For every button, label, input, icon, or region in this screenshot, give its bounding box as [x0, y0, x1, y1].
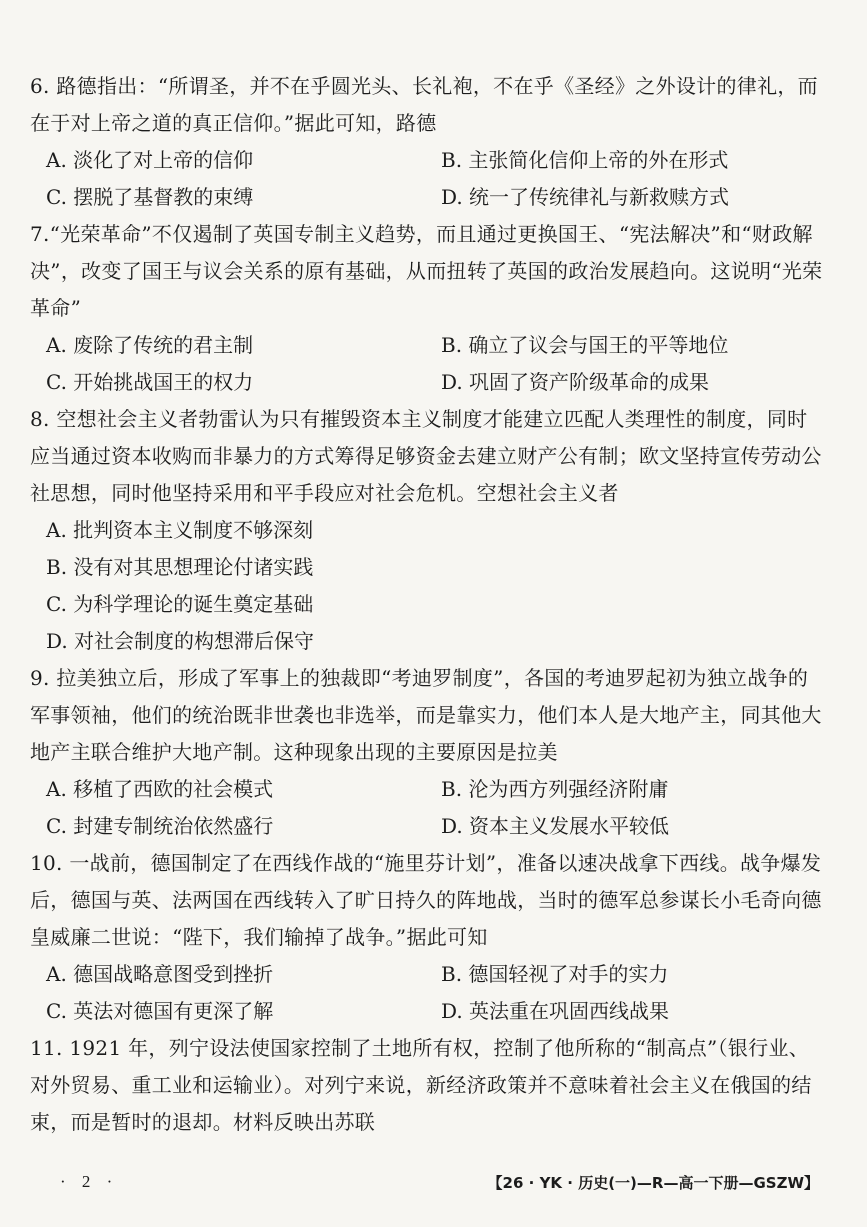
question-stem: 11. 1921 年，列宁设法使国家控制了土地所有权，控制了他所称的“制高点”（银行业、对外贸易、重工业和运输业）。对列宁来说，新经济政策并不意味着社会主义在俄国的结束，而是暂时的退却。材料反映出苏联 [30, 1036, 812, 1134]
option-a: A. 移植了西欧的社会模式 [46, 777, 274, 801]
question-9 [30, 660, 827, 845]
question-stem: 8. 空想社会主义者勃雷认为只有摧毁资本主义制度才能建立匹配人类理性的制度，同时应当通过资本收购而非暴力的方式筹得足够资金去建立财产公有制；欧文坚持宣传劳动公社思想，同时他坚持采用和平手段应对社会危机。空想社会主义者 [30, 407, 822, 505]
option-d: D. 巩固了资产阶级革命的成果 [441, 370, 710, 394]
option-b: B. 德国轻视了对手的实力 [441, 962, 669, 986]
option-a: A. 德国战略意图受到挫折 [46, 962, 274, 986]
question-7 [30, 216, 827, 401]
question-6 [30, 68, 827, 216]
option-d: D. 统一了传统律礼与新救赎方式 [441, 185, 730, 209]
page-footer [0, 1172, 867, 1202]
option-d: D. 资本主义发展水平较低 [441, 814, 670, 838]
question-stem: 7.“光荣革命”不仅遏制了英国专制主义趋势，而且通过更换国王、“宪法解决”和“财政解决”，改变了国王与议会关系的原有基础，从而扭转了英国的政治发展趋向。这说明“光荣革命” [30, 222, 823, 320]
option-c: C. 封建专制统治依然盛行 [46, 814, 274, 838]
option-a: A. 批判资本主义制度不够深刻 [46, 518, 314, 542]
option-b: B. 确立了议会与国王的平等地位 [441, 333, 729, 357]
option-a: A. 淡化了对上帝的信仰 [46, 148, 254, 172]
option-list [46, 142, 827, 216]
option-c: C. 英法对德国有更深了解 [46, 999, 274, 1023]
question-stem: 9. 拉美独立后，形成了军事上的独裁即“考迪罗制度”，各国的考迪罗起初为独立战争的军事领袖，他们的统治既非世袭也非选举，而是靠实力，他们本人是大地产主，同其他大地产主联合维护大地产制。这种现象出现的主要原因是拉美 [30, 666, 822, 764]
question-8 [30, 401, 827, 660]
option-b: B. 沦为西方列强经济附庸 [441, 777, 669, 801]
option-list [46, 771, 827, 845]
option-list [46, 327, 827, 401]
option-b: B. 没有对其思想理论付诸实践 [46, 555, 314, 579]
question-stem: 6. 路德指出：“所谓圣，并不在乎圆光头、长礼袍，不在乎《圣经》之外设计的律礼，而在于对上帝之道的真正信仰。”据此可知，路德 [30, 74, 818, 135]
question-stem: 10. 一战前，德国制定了在西线作战的“施里芬计划”，准备以速决战拿下西线。战争爆发后，德国与英、法两国在西线转入了旷日持久的阵地战，当时的德军总参谋长小毛奇向德皇威廉二世说：“陛下，我们输掉了战争。”据此可知 [30, 851, 822, 949]
option-list [46, 512, 827, 660]
option-c: C. 为科学理论的诞生奠定基础 [46, 592, 314, 616]
option-c: C. 摆脱了基督教的束缚 [46, 185, 254, 209]
option-a: A. 废除了传统的君主制 [46, 333, 254, 357]
question-10 [30, 845, 827, 1030]
option-list [46, 956, 827, 1030]
option-c: C. 开始挑战国王的权力 [46, 370, 254, 394]
option-d: D. 对社会制度的构想滞后保守 [46, 629, 315, 653]
option-b: B. 主张简化信仰上帝的外在形式 [441, 148, 729, 172]
exam-code: 【26 · YK · 历史(一)—R—高一下册—GSZW】 [487, 1174, 819, 1192]
question-11 [30, 1030, 827, 1141]
option-d: D. 英法重在巩固西线战果 [441, 999, 670, 1023]
page-number: · 2 · [60, 1172, 119, 1191]
